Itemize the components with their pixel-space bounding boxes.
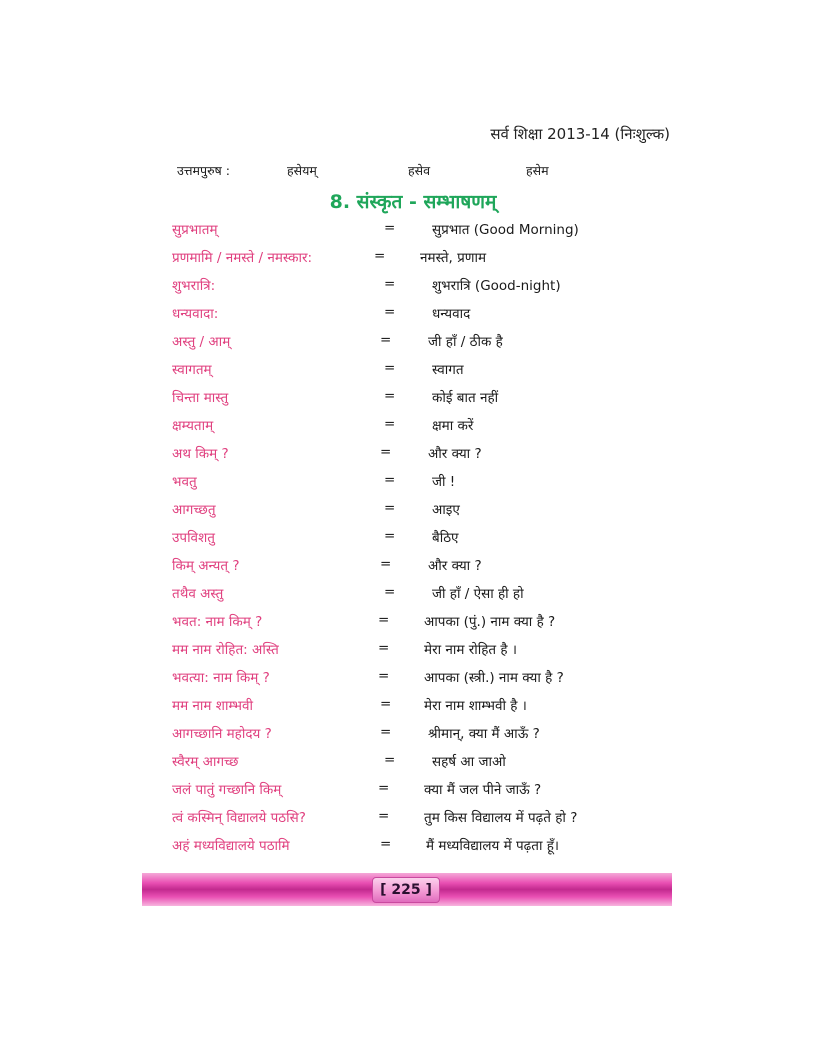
equals-sign: = (384, 388, 396, 404)
phrase-row (0, 524, 816, 552)
equals-sign: = (380, 444, 392, 460)
phrase-row (0, 300, 816, 328)
equals-sign: = (378, 668, 390, 684)
equals-sign: = (380, 836, 392, 852)
sanskrit-phrase: क्षम्यताम् (172, 418, 214, 434)
hindi-meaning: सुप्रभात (Good Morning) (432, 222, 579, 238)
phrase-row (0, 496, 816, 524)
equals-sign: = (384, 528, 396, 544)
equals-sign: = (384, 360, 396, 376)
phrase-row (0, 720, 816, 748)
phrase-row (0, 804, 816, 832)
phrase-row (0, 384, 816, 412)
sanskrit-phrase: धन्यवादा: (172, 306, 219, 322)
hindi-meaning: मैं मध्यविद्यालय में पढ़ता हूँ। (426, 838, 560, 854)
sanskrit-phrase: मम नाम शाम्भवी (172, 698, 254, 714)
uttam-form-1: हसेयम् (287, 163, 317, 178)
sanskrit-phrase: जलं पातुं गच्छानि किम् (172, 782, 282, 798)
phrase-row (0, 552, 816, 580)
phrase-row (0, 356, 816, 384)
sanskrit-phrase: शुभरात्रि: (172, 278, 216, 294)
equals-sign: = (384, 500, 396, 516)
sanskrit-phrase: उपविशतु (172, 530, 215, 546)
phrase-row (0, 272, 816, 300)
hindi-meaning: आपका (पुं.) नाम क्या है ? (424, 614, 556, 630)
hindi-meaning: मेरा नाम रोहित है । (424, 642, 517, 658)
phrase-row (0, 580, 816, 608)
phrase-row (0, 244, 816, 272)
phrase-row (0, 216, 816, 244)
equals-sign: = (384, 472, 396, 488)
phrase-row (0, 664, 816, 692)
hindi-meaning: क्षमा करें (432, 418, 474, 434)
sanskrit-phrase: आगच्छतु (172, 502, 216, 518)
equals-sign: = (374, 248, 386, 264)
hindi-meaning: और क्या ? (428, 558, 482, 574)
sanskrit-phrase: अहं मध्यविद्यालये पठामि (172, 838, 290, 854)
hindi-meaning: मेरा नाम शाम्भवी है । (424, 698, 527, 714)
equals-sign: = (380, 556, 392, 572)
equals-sign: = (380, 724, 392, 740)
hindi-meaning: धन्यवाद (432, 306, 471, 322)
phrase-row (0, 412, 816, 440)
page-header: सर्व शिक्षा 2013-14 (निःशुल्क) (490, 125, 670, 143)
hindi-meaning: श्रीमान्, क्या मैं आऊँ ? (428, 726, 540, 742)
hindi-meaning: जी हाँ / ऐसा ही हो (432, 586, 524, 602)
section-title: 8. संस्कृत - सम्भाषणम् (329, 191, 497, 213)
phrase-row (0, 636, 816, 664)
hindi-meaning: नमस्ते, प्रणाम (420, 250, 487, 266)
equals-sign: = (378, 780, 390, 796)
phrase-row (0, 832, 816, 860)
phrase-row (0, 328, 816, 356)
equals-sign: = (378, 808, 390, 824)
sanskrit-phrase: चिन्ता मास्तु (172, 390, 229, 406)
uttam-form-3: हसेम (526, 163, 549, 178)
hindi-meaning: और क्या ? (428, 446, 482, 462)
sanskrit-phrase: सुप्रभातम् (172, 222, 218, 238)
equals-sign: = (384, 752, 396, 768)
uttam-form-2: हसेव (408, 163, 431, 178)
equals-sign: = (380, 696, 392, 712)
sanskrit-phrase: तथैव अस्तु (172, 586, 224, 602)
equals-sign: = (378, 640, 390, 656)
sanskrit-phrase: अस्तु / आम् (172, 334, 231, 350)
phrase-row (0, 608, 816, 636)
equals-sign: = (384, 416, 396, 432)
hindi-meaning: कोई बात नहीं (432, 390, 499, 406)
hindi-meaning: सहर्ष आ जाओ (432, 754, 506, 770)
equals-sign: = (384, 276, 396, 292)
equals-sign: = (384, 584, 396, 600)
equals-sign: = (378, 612, 390, 628)
phrase-row (0, 692, 816, 720)
sanskrit-phrase: भवत्या: नाम किम् ? (172, 670, 270, 686)
sanskrit-phrase: भवत: नाम किम् ? (172, 614, 263, 630)
hindi-meaning: जी ! (432, 474, 456, 490)
equals-sign: = (380, 332, 392, 348)
sanskrit-phrase: स्वागतम् (172, 362, 212, 378)
page-number: [ 225 ] (372, 877, 440, 903)
hindi-meaning: जी हाँ / ठीक है (428, 334, 503, 350)
sanskrit-phrase: किम् अन्यत् ? (172, 558, 240, 574)
hindi-meaning: आइए (432, 502, 460, 518)
phrase-row (0, 776, 816, 804)
sanskrit-phrase: स्वैरम् आगच्छ (172, 754, 239, 770)
sanskrit-phrase: आगच्छानि महोदय ? (172, 726, 272, 742)
equals-sign: = (384, 304, 396, 320)
hindi-meaning: शुभरात्रि (Good-night) (432, 278, 561, 294)
sanskrit-phrase: त्वं कस्मिन् विद्यालये पठसि? (172, 810, 306, 826)
equals-sign: = (384, 220, 396, 236)
hindi-meaning: बैठिए (432, 530, 459, 546)
sanskrit-phrase: प्रणमामि / नमस्ते / नमस्कार: (172, 250, 313, 266)
uttam-label: उत्तमपुरुष : (177, 163, 230, 178)
uttam-purush-row (0, 162, 816, 182)
sanskrit-phrase: मम नाम रोहित: अस्ति (172, 642, 279, 658)
sanskrit-phrase: भवतु (172, 474, 197, 490)
phrase-row (0, 748, 816, 776)
hindi-meaning: तुम किस विद्यालय में पढ़ते हो ? (424, 810, 578, 826)
hindi-meaning: स्वागत (432, 362, 464, 378)
phrase-row (0, 440, 816, 468)
hindi-meaning: आपका (स्त्री.) नाम क्या है ? (424, 670, 564, 686)
hindi-meaning: क्या मैं जल पीने जाऊँ ? (424, 782, 542, 798)
phrase-row (0, 468, 816, 496)
phrase-table (0, 216, 816, 860)
sanskrit-phrase: अथ किम् ? (172, 446, 229, 462)
